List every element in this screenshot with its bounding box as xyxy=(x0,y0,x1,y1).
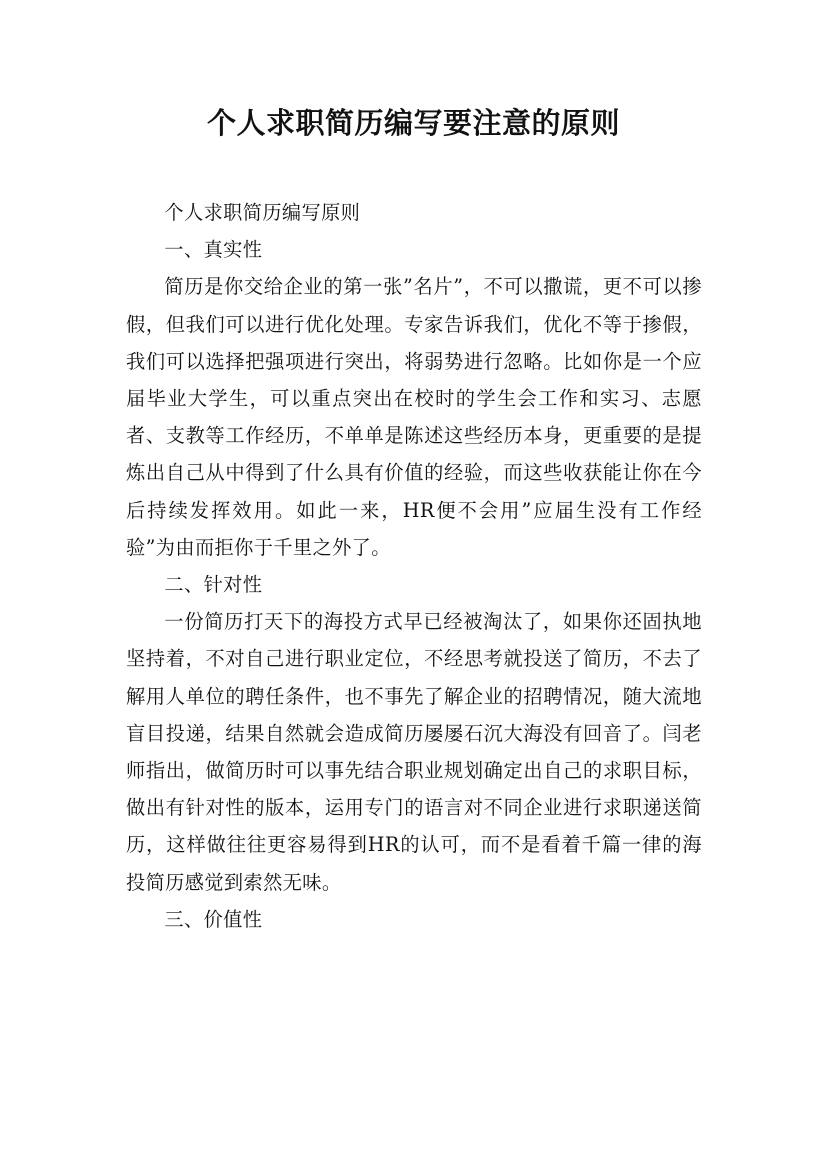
intro-heading: 个人求职简历编写原则 xyxy=(164,201,361,224)
section-heading-value: 三、价值性 xyxy=(164,907,263,931)
document-body xyxy=(126,194,702,938)
paragraph-targeting: 一份简历打天下的海投方式早已经被淘汰了，如果你还固执地坚持着，不对自己进行职业定位，不经思考就投送了简历，不去了解用人单位的聘任条件，也不事先了解企业的招聘情况，随大流地盲目投递，结果自然就会造成简历屡屡石沉大海没有回音了。闫老师指出，做简历时可以事先结合职业规划确定出自己的求职目标，做出有针对性的版本，运用专门的语言对不同企业进行求职递送简历，这样做往往更容易得到HR的认可，而不是看着千篇一律的海投简历感觉到索然无味。 xyxy=(126,610,702,894)
paragraph-authenticity: 简历是你交给企业的第一张”名片”，不可以撒谎，更不可以掺假，但我们可以进行优化处理。专家告诉我们，优化不等于掺假，我们可以选择把强项进行突出，将弱势进行忽略。比如你是一个应届毕业大学生，可以重点突出在校时的学生会工作和实习、志愿者、支教等工作经历，不单单是陈述这些经历本身，更重要的是提炼出自己从中得到了什么具有价值的经验，而这些收获能让你在今后持续发挥效用。如此一来，HR便不会用”应届生没有工作经验”为由而拒你于千里之外了。 xyxy=(126,275,702,559)
document-title: 个人求职简历编写要注意的原则 xyxy=(206,106,620,140)
section-heading-targeting: 二、针对性 xyxy=(164,573,263,597)
section-heading-authenticity: 一、真实性 xyxy=(164,238,263,262)
